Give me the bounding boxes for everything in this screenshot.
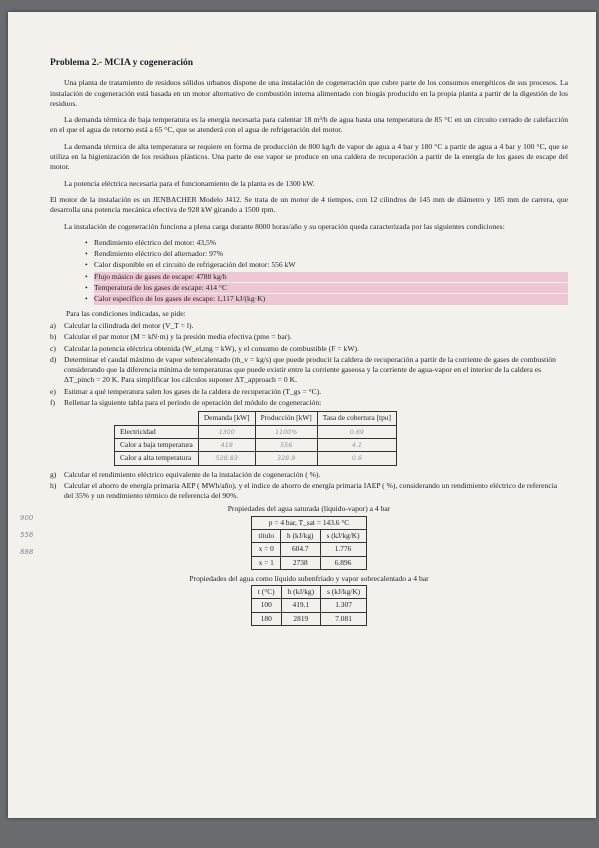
condition-item: • Calor específico de los gases de escape: 1,117 kJ/(kg·K) bbox=[94, 294, 568, 304]
questions-intro: Para las condiciones indicadas, se pide: bbox=[66, 308, 186, 318]
paragraph-engine: El motor de la instalación es un JENBACHER Modelo J412. Se trata de un motor de 4 tiempos, con 12 cilindros de 145 mm de diámetro y 185 mm de carrera, que desarrolla una potencia mecánica efectiva de 928 kW girando a 1500 rpm. bbox=[50, 194, 568, 215]
condition-item: • Calor disponible en el circuito de refrigeración del motor: 556 kW bbox=[94, 260, 568, 270]
column-header: s (kJ/kg/K) bbox=[320, 529, 366, 542]
table-header-row bbox=[115, 412, 397, 425]
table-row: Calor a baja temperatura 418 556 4.1 bbox=[115, 438, 397, 451]
questions-list-2 bbox=[50, 470, 568, 502]
column-header: título bbox=[252, 529, 281, 542]
table-row: Electricidad 1300 1100% 0.69 bbox=[115, 425, 397, 438]
margin-note: 888 bbox=[20, 548, 34, 556]
condition-item: • Flujo másico de gases de escape: 4788 kg/h bbox=[94, 272, 568, 282]
table-row: 180 2819 7.081 bbox=[251, 612, 366, 625]
question-item: f) Rellenar la siguiente tabla para el período de operación del módulo de cogeneración: bbox=[50, 398, 322, 408]
paragraph-intro: Una planta de tratamiento de residuos sólidos urbanos dispone de una instalación de cogeneración que cubre parte de los consumos energéticos de sus procesos. La instalación de cogeneración está basada en un motor alternativo de combustión interna alimentado con biogás producido en la propia planta a partir de la digestión de los residuos. bbox=[50, 78, 568, 108]
table-row: x = 0 604.7 1.776 bbox=[252, 543, 366, 556]
problem-title: Problema 2.- MCIA y cogeneración bbox=[50, 58, 194, 68]
saturated-water-table bbox=[251, 516, 366, 570]
condition-item: • Rendimiento eléctrico del alternador: 97% bbox=[94, 249, 568, 259]
question-item: h) Calcular el ahorro de energía primaria AEP ( MWh/año), y el índice de ahorro de energía primaria IAEP ( %), considerando un rendimiento eléctrico de referencia del 35% y un rendimiento térmico de referencia del 90%. bbox=[50, 480, 558, 501]
sub-table-caption: Propiedades del agua como líquido subenfriado y vapor sobrecalentado a 4 bar bbox=[189, 573, 429, 583]
column-header: t (°C) bbox=[251, 586, 281, 599]
column-header: Producción [kW] bbox=[255, 412, 317, 425]
margin-note: 900 bbox=[20, 514, 34, 522]
questions-list bbox=[50, 321, 568, 408]
condition-item: • Rendimiento eléctrico del motor: 43,5% bbox=[94, 238, 568, 248]
column-header: Tasa de cobertura [tpu] bbox=[317, 412, 396, 425]
paragraph-electric-demand: La potencia eléctrica necesaria para el funcionamiento de la planta es de 1300 kW. bbox=[64, 178, 315, 188]
paragraph-low-temp-demand: La demanda térmica de baja temperatura es la energía necesaria para calentar 18 m³/h de agua hasta una temperatura de 85 °C en un circuito cerrado de calefacción en el que el agua de retorno está a 65 °C, que se atenderá con el agua de refrigeración del motor. bbox=[50, 115, 568, 135]
table-row: Calor a alta temperatura 528.83 328.9 0.6 bbox=[115, 452, 397, 465]
conditions-list bbox=[50, 238, 568, 305]
question-item: c) Calcular la potencia eléctrica obtenida (W_el,mg = kW), y el consumo de combustible (F = kW). bbox=[50, 343, 359, 353]
margin-note: 556 bbox=[20, 531, 34, 539]
sat-table-header: p = 4 bar, T_sat = 143.6 °C bbox=[252, 516, 366, 529]
column-header: h (kJ/kg) bbox=[281, 529, 320, 542]
condition-item: • Temperatura de los gases de escape: 414 °C bbox=[94, 283, 568, 293]
column-header: h (kJ/kg) bbox=[281, 586, 320, 599]
document-page bbox=[8, 12, 596, 818]
paragraph-operation: La instalación de cogeneración funciona a plena carga durante 8000 horas/año y su operación queda caracterizada por las siguientes condiciones: bbox=[64, 221, 505, 231]
column-header: s (kJ/kg/K) bbox=[321, 586, 367, 599]
paragraph-high-temp-demand: La demanda térmica de alta temperatura se requiere en forma de producción de 800 kg/h de vapor de agua a 4 bar y 180 °C a partir de agua a 4 bar y 100 °C, que se utiliza en la higienización de los residuos plásticos. Una parte de ese vapor se produce en una caldera de recuperación a partir de la energía de los gases de escape del motor. bbox=[50, 141, 568, 172]
sat-table-caption: Propiedades del agua saturada (líquido-vapor) a 4 bar bbox=[227, 504, 391, 514]
question-item: g) Calcular el rendimiento eléctrico equivalente de la instalación de cogeneración ( %). bbox=[50, 469, 321, 479]
subcooled-superheated-table bbox=[251, 585, 367, 626]
column-header: Demanda [kW] bbox=[198, 412, 255, 425]
table-row: 100 419.1 1.307 bbox=[251, 599, 366, 612]
question-item: b) Calcular el par motor (M = kN·m) y la presión media efectiva (pme = bar). bbox=[50, 332, 292, 342]
question-item: e) Estimar a qué temperatura salen los gases de la caldera de recuperación (T_gs = °C). bbox=[50, 386, 322, 396]
question-item: d) Determinar el caudal máximo de vapor sobrecalentado (ṁ_v = kg/s) que puede producir la caldera de recuperación a partir de la corriente de gases de combustión considerando que la diferencia mínima de temperaturas que puede existir entre la corriente gaseosa y la corriente de agua-vapor en el interior de la caldera es ΔT_pinch = 20 K. Para simplificar los cálculos suponer ΔT_approach = 0 K. bbox=[50, 354, 556, 385]
question-item: a) Calcular la cilindrada del motor (V_T = l). bbox=[50, 320, 194, 330]
table-row: x = 1 2738 6.896 bbox=[252, 556, 366, 569]
document-content bbox=[50, 58, 568, 626]
cogeneration-table bbox=[114, 411, 397, 465]
